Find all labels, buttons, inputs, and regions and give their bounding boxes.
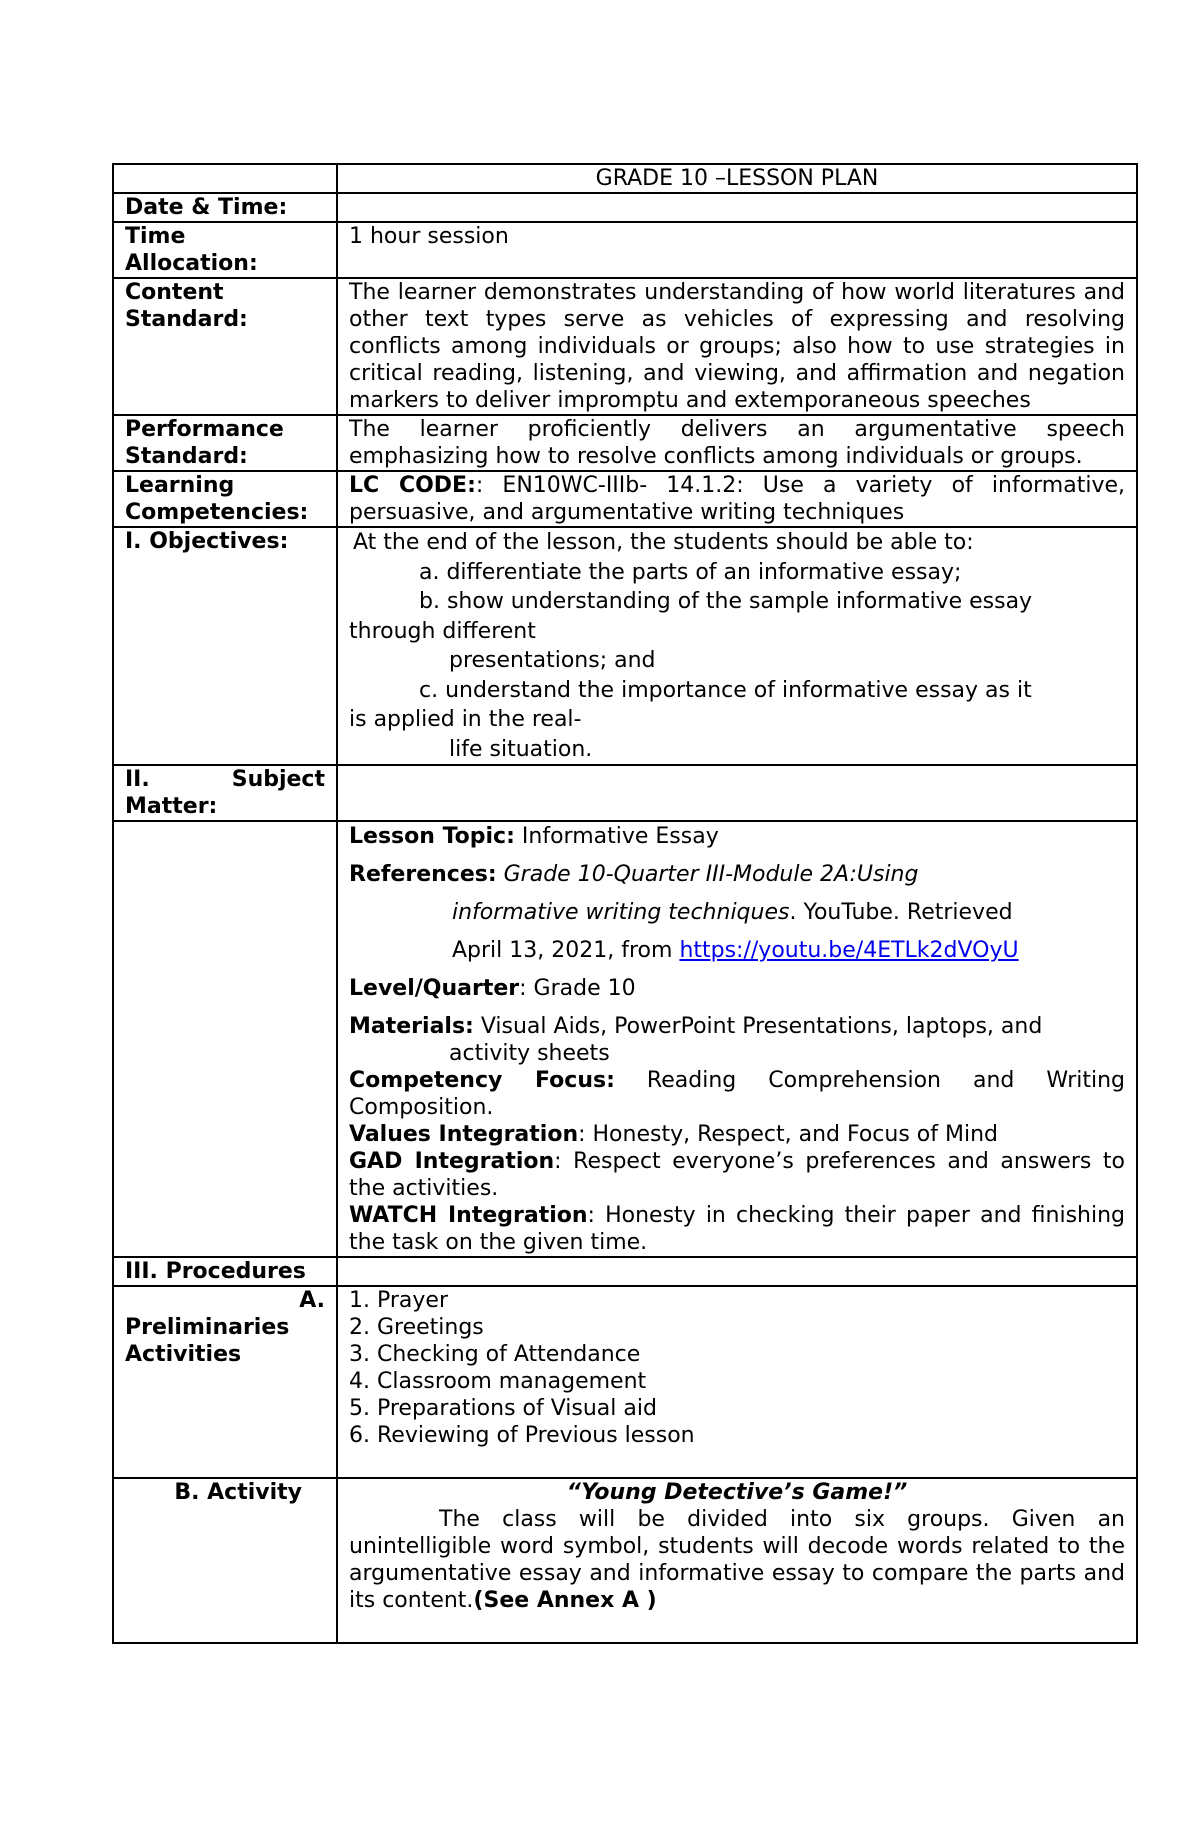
references-link[interactable]: https://youtu.be/4ETLk2dVOyU xyxy=(679,938,1019,963)
subject-matter-label-part3: Matter: xyxy=(125,794,218,819)
list-item: 4. Classroom management xyxy=(349,1369,647,1394)
subject-matter-label-part2: Subject xyxy=(231,767,325,792)
list-item: 2. Greetings xyxy=(349,1315,484,1340)
subject-details-label-cell xyxy=(113,821,337,1257)
references-line2 xyxy=(349,899,1125,926)
objectives-value xyxy=(337,527,1137,765)
objectives-intro: At the end of the lesson, the students should be able to: xyxy=(353,530,974,555)
procedures-label: III. Procedures xyxy=(113,1257,337,1286)
references-source-subtitle: informative writing techniques xyxy=(452,900,790,925)
competency-focus xyxy=(349,1067,1125,1121)
references-source-title: Grade 10-Quarter III-Module 2A:Using xyxy=(496,862,919,887)
materials-line2: activity sheets xyxy=(449,1041,610,1066)
materials xyxy=(349,1013,1125,1040)
performance-standard-row xyxy=(113,415,1137,471)
subject-details xyxy=(337,821,1137,1257)
date-time-value xyxy=(337,193,1137,222)
activity-title: “Young Detective’s Game!” xyxy=(566,1480,908,1505)
gad-integration xyxy=(349,1148,1125,1202)
gad-integration-label: GAD Integration xyxy=(349,1149,555,1174)
subject-details-row xyxy=(113,821,1137,1257)
objectives-row xyxy=(113,527,1137,765)
activity-description: The class will be divided into six groups. Given an unintelligible word symbol, students will decode words related to the argumentative essay and informative essay to compare the parts and its content. xyxy=(349,1507,1125,1613)
date-time-label: Date & Time: xyxy=(113,193,337,222)
references-label: References: xyxy=(349,862,497,887)
list-item: 5. Preparations of Visual aid xyxy=(349,1396,657,1421)
learning-competencies-label: Learning Competencies: xyxy=(113,471,337,527)
lesson-topic-value: Informative Essay xyxy=(514,824,719,849)
objective-b-line2: through different xyxy=(349,618,536,644)
content-standard-row xyxy=(113,278,1137,415)
list-item: 1. Prayer xyxy=(349,1288,448,1313)
preliminaries-label-2: Activities xyxy=(125,1342,242,1367)
preliminaries-label xyxy=(113,1286,337,1478)
time-allocation-row xyxy=(113,222,1137,278)
content-standard-label: Content Standard: xyxy=(113,278,337,415)
objective-c-line1: c. understand the importance of informative essay as it xyxy=(419,677,1032,703)
objective-a: a. differentiate the parts of an informative essay; xyxy=(419,559,962,585)
level-quarter-value: : Grade 10 xyxy=(519,976,636,1001)
objectives-label: I. Objectives: xyxy=(113,527,337,765)
references xyxy=(349,861,1125,888)
preliminaries-row xyxy=(113,1286,1137,1478)
competency-focus-label: Competency Focus: xyxy=(349,1068,615,1093)
lesson-topic-label: Lesson Topic: xyxy=(349,824,515,849)
gad-integration-value: : Respect everyone’s preferences and answers to the activities. xyxy=(349,1149,1125,1201)
references-date: April 13, 2021, from xyxy=(452,938,680,963)
subject-matter-row xyxy=(113,765,1137,821)
title-label-cell xyxy=(113,164,337,193)
preliminaries-label-1: Preliminaries xyxy=(125,1315,290,1340)
values-integration-label: Values Integration xyxy=(349,1122,579,1147)
competency-focus-value: Reading Comprehension and Writing Composition. xyxy=(349,1068,1125,1120)
performance-standard-value: The learner proficiently delivers an argumentative speech emphasizing how to resolve conflicts among individuals or groups. xyxy=(337,415,1137,471)
lesson-plan-table xyxy=(112,163,1138,1644)
activity-label: B. Activity xyxy=(113,1478,337,1643)
watch-integration-value: : Honesty in checking their paper and finishing the task on the given time. xyxy=(349,1203,1125,1255)
subject-matter-value xyxy=(337,765,1137,821)
values-integration-value: : Honesty, Respect, and Focus of Mind xyxy=(578,1122,998,1147)
activity-annex: (See Annex A ) xyxy=(473,1588,657,1613)
level-quarter-label: Level/Quarter xyxy=(349,976,520,1001)
learning-competencies-value xyxy=(337,471,1137,527)
title-row xyxy=(113,164,1137,193)
materials-label: Materials: xyxy=(349,1014,474,1039)
learning-competencies-row xyxy=(113,471,1137,527)
lc-code-text: : EN10WC-IIIb- 14.1.2: Use a variety of informative, persuasive, and argumentative writing techniques xyxy=(349,473,1126,525)
procedures-row xyxy=(113,1257,1137,1286)
performance-standard-label: Performance Standard: xyxy=(113,415,337,471)
date-time-row xyxy=(113,193,1137,222)
activity-body xyxy=(349,1506,1125,1614)
preliminaries-label-a: A. xyxy=(299,1288,325,1313)
lesson-topic xyxy=(349,823,1125,850)
watch-integration xyxy=(349,1202,1125,1256)
references-retrieved: . YouTube. Retrieved xyxy=(789,900,1013,925)
objective-b-line3: presentations; and xyxy=(449,648,656,673)
watch-integration-label: WATCH Integration xyxy=(349,1203,588,1228)
list-item: 6. Reviewing of Previous lesson xyxy=(349,1423,695,1448)
objective-c-line2: is applied in the real- xyxy=(349,707,582,732)
subject-matter-label-part1: II. xyxy=(125,767,150,792)
objective-b-line1: b. show understanding of the sample informative essay xyxy=(419,589,1033,614)
preliminaries-list xyxy=(337,1286,1137,1478)
objective-c-line3: life situation. xyxy=(449,736,593,762)
time-allocation-label: Time Allocation: xyxy=(113,222,337,278)
level-quarter xyxy=(349,975,1125,1002)
lc-code-label: LC CODE: xyxy=(349,473,476,498)
references-line3 xyxy=(349,937,1125,964)
materials-value: Visual Aids, PowerPoint Presentations, laptops, and xyxy=(473,1014,1043,1039)
procedures-value xyxy=(337,1257,1137,1286)
lesson-plan-title: GRADE 10 –LESSON PLAN xyxy=(337,164,1137,193)
activity-value xyxy=(337,1478,1137,1643)
list-item: 3. Checking of Attendance xyxy=(349,1342,641,1367)
values-integration xyxy=(349,1121,1125,1148)
content-standard-value: The learner demonstrates understanding of how world literatures and other text types serve as vehicles of expressing and resolving conflicts among individuals or groups; also how to use strategies in critical reading, listening, and viewing, and affirmation and negation markers to deliver impromptu and extemporaneous speeches xyxy=(337,278,1137,415)
subject-matter-label xyxy=(113,765,337,821)
activity-row xyxy=(113,1478,1137,1643)
time-allocation-value: 1 hour session xyxy=(337,222,1137,278)
